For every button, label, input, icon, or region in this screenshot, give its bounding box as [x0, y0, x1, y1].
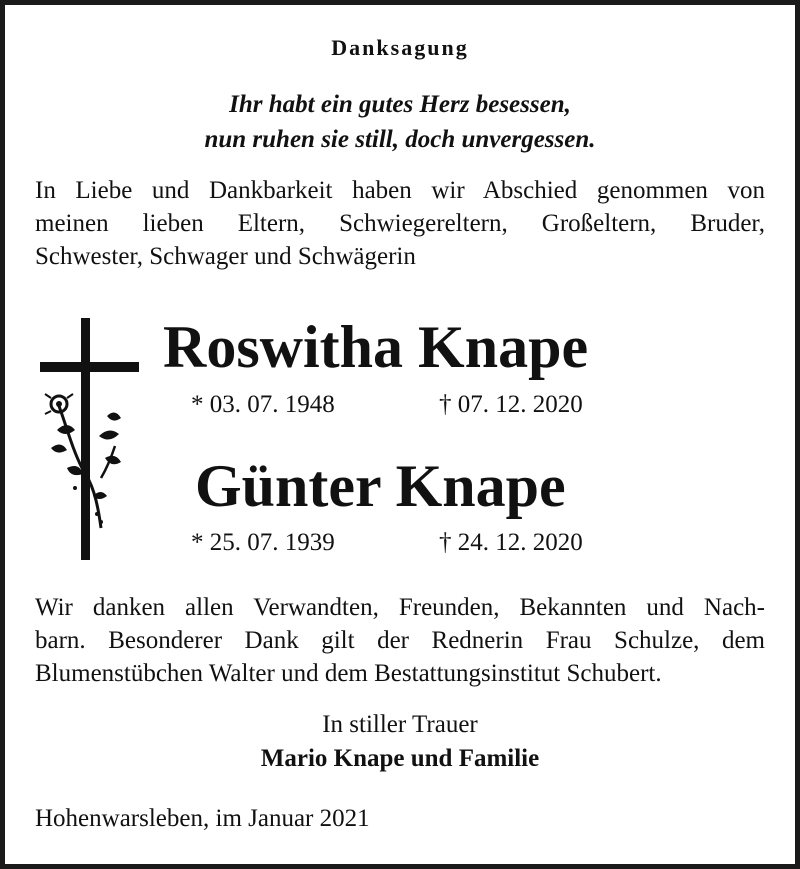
- intro-line-2: meinen lieben Eltern, Schwiegereltern, Großeltern, Bruder,: [35, 210, 765, 237]
- thanks-line-3: Blumenstübchen Walter und dem Bestattungsinstitut Schubert.: [35, 660, 662, 687]
- intro-line-1: In Liebe und Dankbarkeit haben wir Abschied genommen von: [35, 177, 765, 204]
- poem-line-2: nun ruhen sie still, doch unvergessen.: [204, 126, 596, 153]
- place-date: Hohenwarsleben, im Januar 2021: [35, 805, 370, 832]
- death-date-1: † 07. 12. 2020: [439, 391, 583, 418]
- poem-line-1: Ihr habt ein gutes Herz besessen,: [229, 91, 571, 118]
- thanks-line-2: barn. Besonderer Dank gilt der Rednerin Frau Schulze, dem: [35, 627, 765, 654]
- cross-with-rose-icon: [37, 318, 141, 560]
- deceased-name-1: Roswitha Knape: [163, 314, 589, 380]
- birth-date-1: * 03. 07. 1948: [191, 391, 335, 418]
- deceased-name-2: Günter Knape: [195, 453, 566, 519]
- intro-line-3: Schwester, Schwager und Schwägerin: [35, 243, 416, 270]
- thanks-line-1: Wir danken allen Verwandten, Freunden, Bekannten und Nach-: [35, 594, 765, 621]
- mourning-text: In stiller Trauer: [322, 711, 478, 738]
- family-signature: Mario Knape und Familie: [260, 745, 540, 772]
- heading: Danksagung: [331, 35, 469, 60]
- death-date-2: † 24. 12. 2020: [439, 529, 583, 556]
- birth-date-2: * 25. 07. 1939: [191, 529, 335, 556]
